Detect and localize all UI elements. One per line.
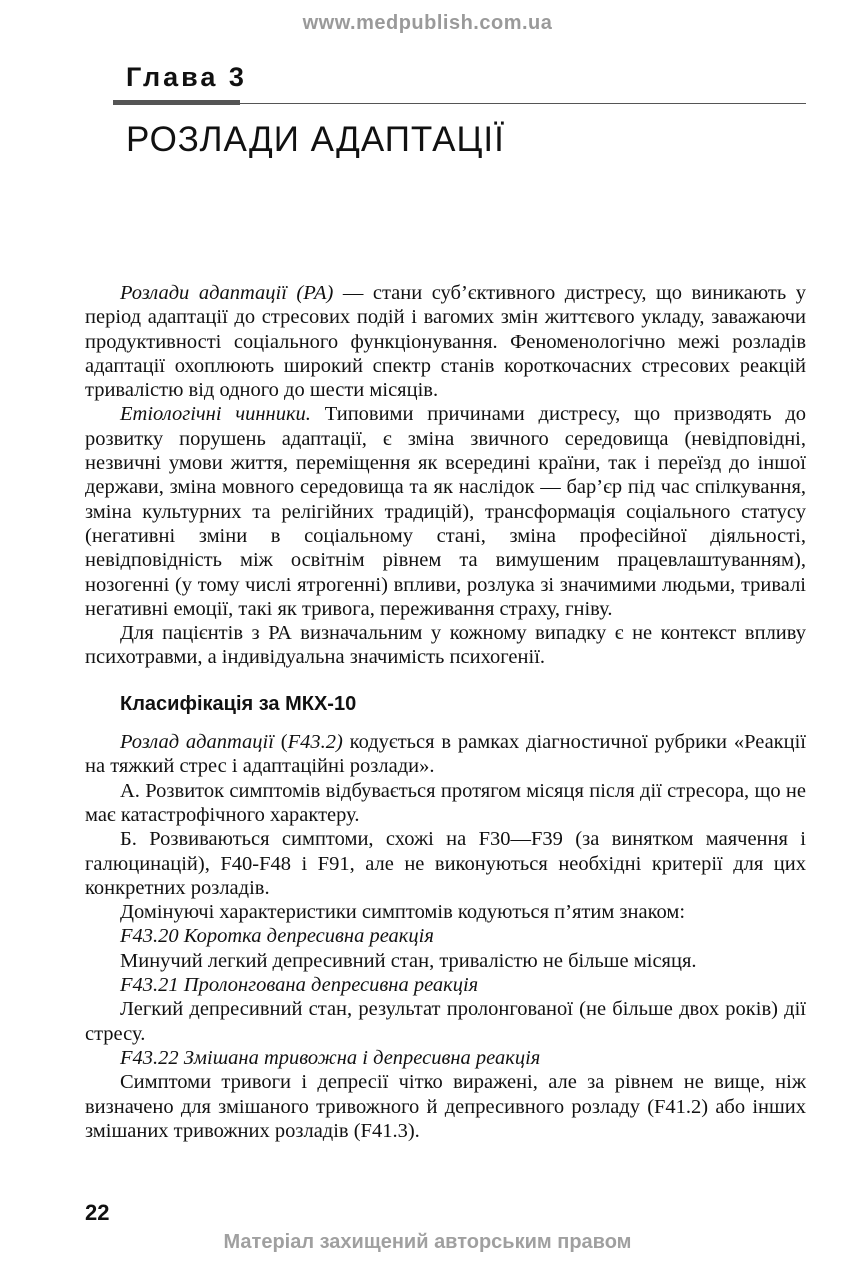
code-f43-20-description: Минучий легкий депресивний стан, тривалістю не більше місяця. <box>120 949 697 972</box>
code-f43-21-description: Легкий депресивний стан, результат пролонгованої (не більше двох років) дії стресу. <box>85 998 806 1045</box>
chapter-title: РОЗЛАДИ АДАПТАЦІЇ <box>126 120 505 159</box>
page-body <box>85 281 806 1143</box>
section-heading-classification: Класифікація за МКХ-10 <box>120 692 357 715</box>
criterion-a: А. Розвиток симптомів відбувається протягом місяця після дії стресора, що не має катастрофічного характеру. <box>85 779 806 826</box>
term-etiology: Етіологічні чинники. <box>120 403 311 426</box>
paragraph-significance: Для пацієнтів з РА визначальним у кожному випадку є не контекст впливу психотравми, а індивідуальна значимість психогенії. <box>85 622 806 669</box>
code-f43-22-description: Симптоми тривоги і депресії чітко виражені, але за рівнем не вище, ніж визначено для змішаного тривожного й депресивного розладу (F41.2) або інших змішаних тривожних розладів (F41.3). <box>85 1071 806 1142</box>
page-number: 22 <box>85 1200 110 1225</box>
term-adjustment-disorders: Розлади адаптації (РА) <box>120 282 334 304</box>
code-f43-22: F43.22 Змішана тривожна і депресивна реакція <box>120 1046 541 1069</box>
code-f43-21: F43.21 Пролонгована депресивна реакція <box>120 974 479 997</box>
paragraph-icd-code: Розлад адаптації (F43.2) кодується в рамках діагностичної рубрики «Реакції на тяжкий стрес і адаптаційні розлади». <box>85 731 807 778</box>
paragraph-fifth-character: Домінуючі характеристики симптомів кодуються п’ятим знаком: <box>120 901 686 924</box>
chapter-label: Глава 3 <box>126 62 247 92</box>
copyright-watermark: Матеріал захищений авторським правом <box>223 1231 632 1253</box>
icd-code-f43-2: F43.2) <box>287 731 343 754</box>
criterion-b: Б. Розвиваються симптоми, схожі на F30—F39 (за винятком маячення і галюцинацій), F40-F48 і F91, але не виконуються необхідні критерії для цих конкретних розладів. <box>85 828 806 899</box>
term-adjustment-disorder: Розлад адаптації <box>120 731 274 754</box>
publisher-url-watermark: www.medpublish.com.ua <box>302 12 553 34</box>
chapter-divider-accent <box>113 100 240 105</box>
paragraph-etiology: Етіологічні чинники. Типовими причинами дистресу, що призводять до розвитку порушень адаптації, є зміна звичного середовища (невідповідні, незвичні умови життя, переміщення як всередині країни, так і переїзд до іншої держави, зміна мовного середовища та як наслідок — бар’єр під час спілкування, зміна культурних та релігійних традицій), трансформація соціального статусу (негативні зміни в соціальному стані, зміна професійної діяльності, невідповідність між освітнім рівнем та вимушеним працевлаштуванням), нозогенні (у тому числі ятрогенні) впливи, розлука зі значимими людьми, тривалі негативні емоції, такі як тривога, переживання страху, гніву. <box>85 403 807 620</box>
code-f43-20: F43.20 Коротка депресивна реакція <box>120 925 434 948</box>
paragraph-definition: Розлади адаптації (РА) — стани суб’єктивного дистресу, що виникають у період адаптації до стресових подій і вагомих змін життєвого укладу, заважаючи продуктивності соціального функціонування. Феноменологічно межі розладів адаптації охоплюють широкий спектр станів короткочасних стресових реакцій тривалістю від одного до шести місяців. <box>85 282 806 402</box>
